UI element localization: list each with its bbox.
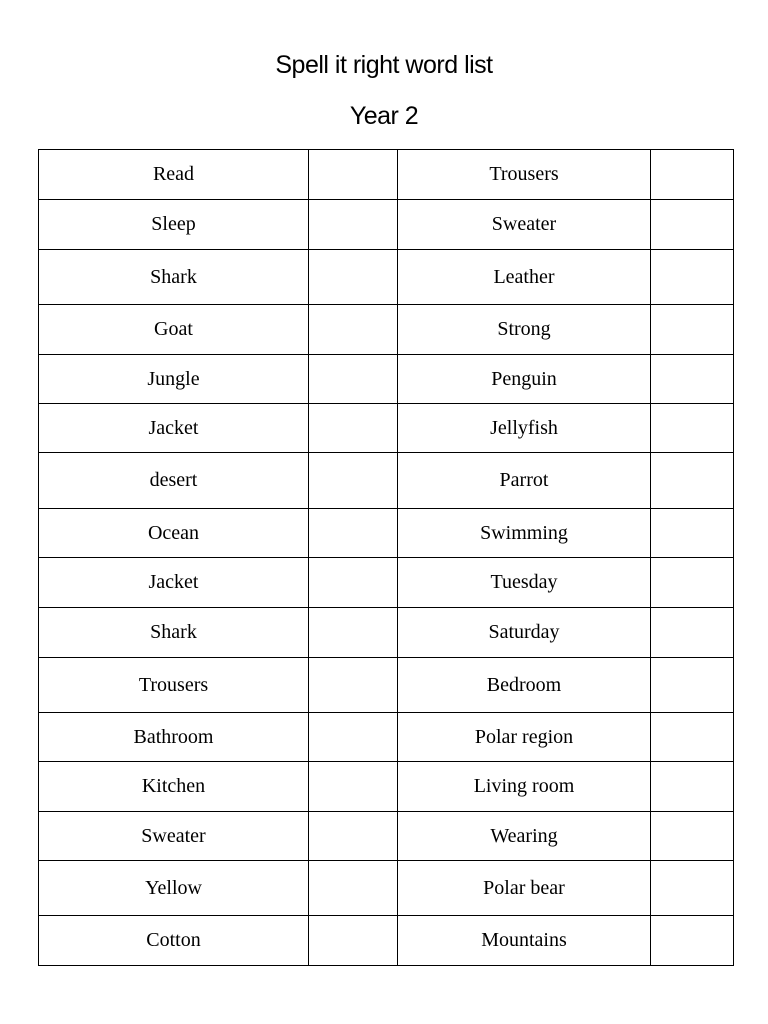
table-row (39, 558, 734, 608)
blank-answer-cell-right[interactable] (651, 509, 734, 558)
blank-answer-cell-right[interactable] (651, 762, 734, 812)
word-cell-left: desert (39, 453, 309, 509)
word-cell-left: Shark (39, 250, 309, 305)
word-list-table (38, 149, 734, 966)
table-row (39, 150, 734, 200)
table-row (39, 453, 734, 509)
blank-answer-cell-left[interactable] (309, 404, 398, 453)
blank-answer-cell-left[interactable] (309, 916, 398, 966)
table-row (39, 404, 734, 453)
table-row (39, 713, 734, 762)
table-row (39, 305, 734, 355)
blank-answer-cell-left[interactable] (309, 355, 398, 404)
page-subtitle: Year 2 (349, 102, 419, 130)
word-cell-left: Jacket (39, 558, 309, 608)
blank-answer-cell-right[interactable] (651, 305, 734, 355)
blank-answer-cell-right[interactable] (651, 861, 734, 916)
table-row (39, 355, 734, 404)
blank-answer-cell-right[interactable] (651, 150, 734, 200)
blank-answer-cell-left[interactable] (309, 713, 398, 762)
word-cell-right: Saturday (398, 608, 651, 658)
blank-answer-cell-right[interactable] (651, 713, 734, 762)
table-row (39, 762, 734, 812)
blank-answer-cell-left[interactable] (309, 200, 398, 250)
word-cell-left: Read (39, 150, 309, 200)
table-row (39, 250, 734, 305)
word-cell-right: Polar region (398, 713, 651, 762)
word-cell-right: Jellyfish (398, 404, 651, 453)
word-cell-left: Jungle (39, 355, 309, 404)
word-cell-left: Trousers (39, 658, 309, 713)
table-row (39, 861, 734, 916)
word-cell-right: Mountains (398, 916, 651, 966)
blank-answer-cell-left[interactable] (309, 453, 398, 509)
word-cell-left: Sweater (39, 812, 309, 861)
word-cell-left: Jacket (39, 404, 309, 453)
blank-answer-cell-left[interactable] (309, 150, 398, 200)
word-cell-left: Goat (39, 305, 309, 355)
word-list-body (39, 150, 734, 966)
word-cell-right: Swimming (398, 509, 651, 558)
word-cell-left: Sleep (39, 200, 309, 250)
word-cell-right: Sweater (398, 200, 651, 250)
blank-answer-cell-left[interactable] (309, 762, 398, 812)
word-cell-right: Leather (398, 250, 651, 305)
table-row (39, 812, 734, 861)
word-cell-right: Wearing (398, 812, 651, 861)
blank-answer-cell-left[interactable] (309, 658, 398, 713)
table-row (39, 916, 734, 966)
blank-answer-cell-right[interactable] (651, 558, 734, 608)
blank-answer-cell-left[interactable] (309, 861, 398, 916)
blank-answer-cell-right[interactable] (651, 355, 734, 404)
blank-answer-cell-right[interactable] (651, 812, 734, 861)
blank-answer-cell-right[interactable] (651, 916, 734, 966)
word-cell-left: Yellow (39, 861, 309, 916)
table-row (39, 509, 734, 558)
page-title: Spell it right word list (275, 51, 493, 79)
word-cell-right: Parrot (398, 453, 651, 509)
table-row (39, 608, 734, 658)
word-cell-left: Cotton (39, 916, 309, 966)
blank-answer-cell-right[interactable] (651, 453, 734, 509)
blank-answer-cell-right[interactable] (651, 658, 734, 713)
word-cell-right: Living room (398, 762, 651, 812)
blank-answer-cell-right[interactable] (651, 404, 734, 453)
blank-answer-cell-right[interactable] (651, 250, 734, 305)
word-cell-right: Strong (398, 305, 651, 355)
word-cell-left: Kitchen (39, 762, 309, 812)
blank-answer-cell-left[interactable] (309, 608, 398, 658)
word-cell-left: Shark (39, 608, 309, 658)
word-cell-right: Trousers (398, 150, 651, 200)
table-row (39, 200, 734, 250)
blank-answer-cell-right[interactable] (651, 200, 734, 250)
table-row (39, 658, 734, 713)
word-cell-left: Ocean (39, 509, 309, 558)
blank-answer-cell-right[interactable] (651, 608, 734, 658)
word-cell-right: Bedroom (398, 658, 651, 713)
word-cell-right: Tuesday (398, 558, 651, 608)
blank-answer-cell-left[interactable] (309, 509, 398, 558)
blank-answer-cell-left[interactable] (309, 812, 398, 861)
blank-answer-cell-left[interactable] (309, 558, 398, 608)
word-cell-left: Bathroom (39, 713, 309, 762)
blank-answer-cell-left[interactable] (309, 250, 398, 305)
word-cell-right: Penguin (398, 355, 651, 404)
word-cell-right: Polar bear (398, 861, 651, 916)
blank-answer-cell-left[interactable] (309, 305, 398, 355)
